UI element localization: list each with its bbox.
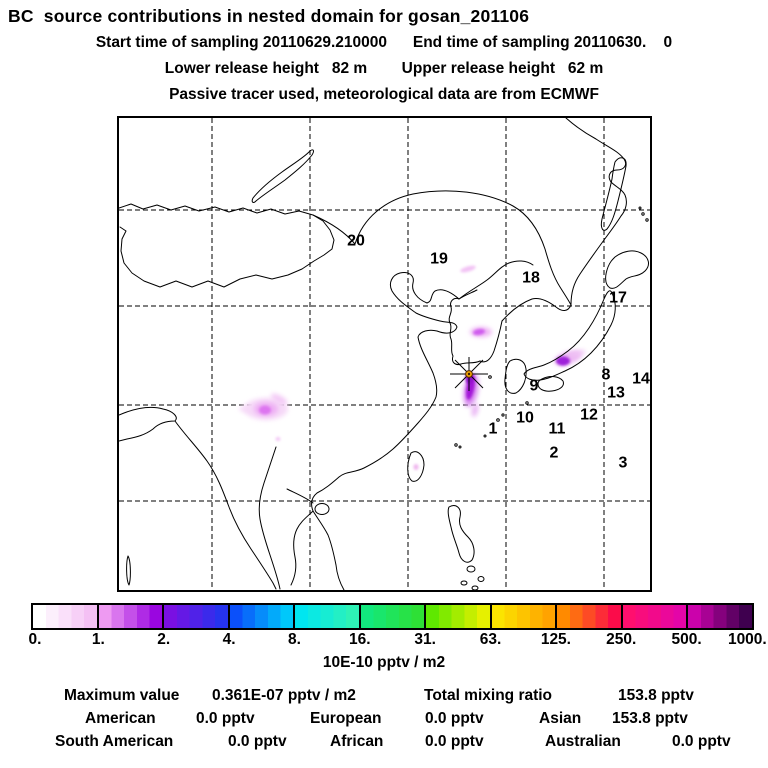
colorbar-segment xyxy=(688,605,752,628)
colorbar-tick-label: 1. xyxy=(91,631,105,648)
colorbar-tick-label: 0. xyxy=(28,631,42,648)
colorbar-tick-label: 8. xyxy=(287,631,301,648)
total-mixing-ratio-label: Total mixing ratio xyxy=(424,687,553,704)
colorbar-segment xyxy=(361,605,427,628)
region-number-label: 9 xyxy=(529,377,539,395)
region-european-label: European xyxy=(310,710,382,727)
colorbar-tick-label: 1000. xyxy=(727,631,767,648)
release-heights-line: Lower release height 82 m Upper release height 62 m xyxy=(164,60,604,77)
colorbar-tick-label: 4. xyxy=(222,631,236,648)
colorbar-segment xyxy=(164,605,230,628)
region-number-label: 10 xyxy=(516,409,534,427)
colorbar-tick-label: 16. xyxy=(349,631,371,648)
page-title: BC source contributions in nested domain for gosan_201106 xyxy=(8,6,530,26)
tracer-info-line: Passive tracer used, meteorological data are from ECMWF xyxy=(169,86,599,103)
region-european-value: 0.0 pptv xyxy=(425,710,484,727)
colorbar-tick-label: 63. xyxy=(479,631,502,648)
region-number-label: 8 xyxy=(601,366,611,384)
colorbar xyxy=(31,603,754,630)
region-african-label: African xyxy=(330,733,384,750)
colorbar-segment xyxy=(230,605,296,628)
colorbar-segment xyxy=(492,605,558,628)
maximum-value: 0.361E-07 pptv / m2 xyxy=(212,687,356,704)
region-number-label: 1 xyxy=(488,420,498,438)
colorbar-segment xyxy=(557,605,623,628)
region-south-american-value: 0.0 pptv xyxy=(228,733,287,750)
region-australian-label: Australian xyxy=(545,733,621,750)
region-number-label: 20 xyxy=(347,232,365,250)
colorbar-unit-label: 10E-10 pptv / m2 xyxy=(322,654,446,671)
region-number-label: 14 xyxy=(632,370,650,388)
region-number-labels xyxy=(347,233,650,472)
region-australian-value: 0.0 pptv xyxy=(672,733,731,750)
colorbar-tick-label: 250. xyxy=(606,631,637,648)
region-number-label: 19 xyxy=(430,250,448,268)
region-number-label: 3 xyxy=(618,454,628,472)
colorbar-segment xyxy=(426,605,492,628)
region-number-label: 12 xyxy=(580,406,598,424)
region-number-label: 13 xyxy=(607,384,625,402)
region-african-value: 0.0 pptv xyxy=(425,733,484,750)
map-svg xyxy=(119,118,650,590)
china-plume xyxy=(239,392,289,441)
colorbar-tick-label: 125. xyxy=(540,631,571,648)
region-number-label: 18 xyxy=(522,269,540,287)
region-number-label: 17 xyxy=(609,289,627,307)
region-asian-value: 153.8 pptv xyxy=(612,710,688,727)
korea-plume xyxy=(470,327,492,337)
colorbar-segment xyxy=(33,605,99,628)
colorbar-segment xyxy=(295,605,361,628)
region-number-label: 11 xyxy=(548,420,566,438)
region-number-label: 2 xyxy=(549,444,559,462)
colorbar-tick-label: 31. xyxy=(414,631,436,648)
manchuria-plume-streak xyxy=(460,264,477,273)
colorbar-tick-label: 500. xyxy=(671,631,702,648)
region-south-american-label: South American xyxy=(55,733,174,750)
region-american-label: American xyxy=(85,710,156,727)
map-panel xyxy=(117,116,652,592)
colorbar-segment xyxy=(99,605,165,628)
region-asian-label: Asian xyxy=(539,710,582,727)
colorbar-tick-label: 2. xyxy=(157,631,171,648)
taiwan-plume-dot xyxy=(413,464,418,470)
maximum-value-label: Maximum value xyxy=(64,687,180,704)
sampling-times-line: Start time of sampling 20110629.210000 End time of sampling 20110630. 0 xyxy=(95,34,673,51)
colorbar-ticks xyxy=(28,631,767,651)
contribution-plumes xyxy=(239,264,586,470)
colorbar-segment xyxy=(623,605,689,628)
total-mixing-ratio-value: 153.8 pptv xyxy=(618,687,694,704)
region-american-value: 0.0 pptv xyxy=(196,710,255,727)
